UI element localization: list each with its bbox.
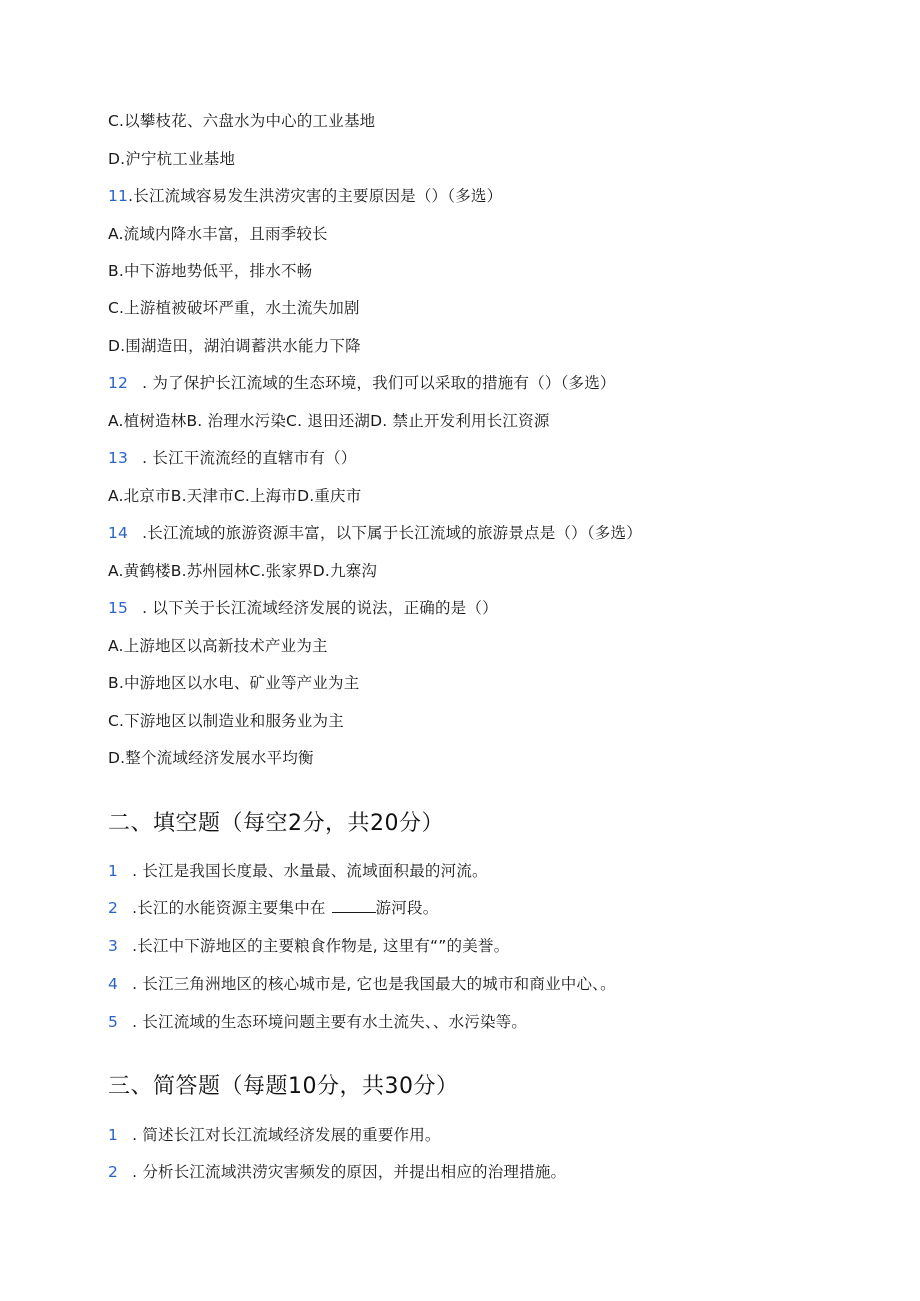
answer-blank: [332, 898, 376, 913]
question-text: .长江流域容易发生洪涝灾害的主要原因是（）（多选）: [128, 187, 503, 205]
question-number: 12: [108, 374, 129, 392]
q10-option-d: D.沪宁杭工业基地: [108, 150, 236, 168]
question-14: [108, 523, 642, 543]
short-answer-2: [108, 1162, 566, 1182]
q15-option-a: A.上游地区以高新技术产业为主: [108, 637, 328, 655]
question-number: 14: [108, 524, 129, 542]
question-text: . 分析长江流域洪涝灾害频发的原因，并提出相应的治理措施。: [132, 1163, 567, 1181]
question-text-after: 游河段。: [375, 899, 439, 917]
question-text: . 简述长江对长江流域经济发展的重要作用。: [132, 1126, 441, 1144]
question-11: [108, 186, 502, 206]
question-text: . 长江流域的生态环境问题主要有水土流失、、水污染等。: [132, 1013, 528, 1031]
short-answer-1: [108, 1125, 441, 1145]
question-text: .长江中下游地区的主要粮食作物是, 这里有“”的美誉。: [132, 937, 510, 955]
question-number: 2: [108, 1163, 119, 1181]
section-3-heading: 三、简答题（每题10分，共30分）: [108, 1074, 459, 1099]
question-number: 2: [108, 899, 119, 917]
question-number: 4: [108, 975, 119, 993]
question-number: 11: [108, 187, 129, 205]
fill-question-5: [108, 1012, 527, 1032]
question-number: 1: [108, 862, 119, 880]
question-text: . 长江三角洲地区的核心城市是, 它也是我国最大的城市和商业中心、。: [132, 975, 616, 993]
q12-options: A.植树造林B. 治理水污染C. 退田还湖D. 禁止开发利用长江资源: [108, 412, 550, 430]
question-number: 1: [108, 1126, 119, 1144]
question-number: 3: [108, 937, 119, 955]
question-13: [108, 448, 356, 468]
question-15: [108, 598, 498, 618]
question-number: 15: [108, 599, 129, 617]
question-text: . 长江干流流经的直辖市有（）: [142, 449, 357, 467]
question-text: . 以下关于长江流域经济发展的说法，正确的是（）: [142, 599, 498, 617]
q11-option-d: D.围湖造田，湖泊调蓄洪水能力下降: [108, 337, 361, 355]
question-text: .长江流域的旅游资源丰富，以下属于长江流域的旅游景点是（）（多选）: [142, 524, 642, 542]
q14-options: A.黄鹤楼B.苏州园林C.张家界D.九寨沟: [108, 562, 378, 580]
q15-option-b: B.中游地区以水电、矿业等产业为主: [108, 674, 360, 692]
q11-option-a: A.流域内降水丰富，且雨季较长: [108, 225, 328, 243]
q11-option-c: C.上游植被破坏严重，水土流失加剧: [108, 299, 360, 317]
q11-option-b: B.中下游地势低平，排水不畅: [108, 262, 313, 280]
question-number: 13: [108, 449, 129, 467]
fill-question-1: [108, 861, 488, 881]
q10-option-c: C.以攀枝花、六盘水为中心的工业基地: [108, 112, 376, 130]
question-text: . 为了保护长江流域的生态环境，我们可以采取的措施有（）（多选）: [142, 374, 616, 392]
question-12: [108, 373, 616, 393]
fill-question-3: [108, 936, 509, 956]
fill-question-2: [108, 898, 438, 918]
question-number: 5: [108, 1013, 119, 1031]
q13-options: A.北京市B.天津市C.上海市D.重庆市: [108, 487, 362, 505]
q15-option-c: C.下游地区以制造业和服务业为主: [108, 712, 344, 730]
question-text: . 长江是我国长度最、水量最、流域面积最的河流。: [132, 862, 488, 880]
section-2-heading: 二、填空题（每空2分，共20分）: [108, 811, 444, 836]
q15-option-d: D.整个流域经济发展水平均衡: [108, 749, 314, 767]
question-text: .长江的水能资源主要集中在: [132, 899, 326, 917]
fill-question-4: [108, 974, 616, 994]
